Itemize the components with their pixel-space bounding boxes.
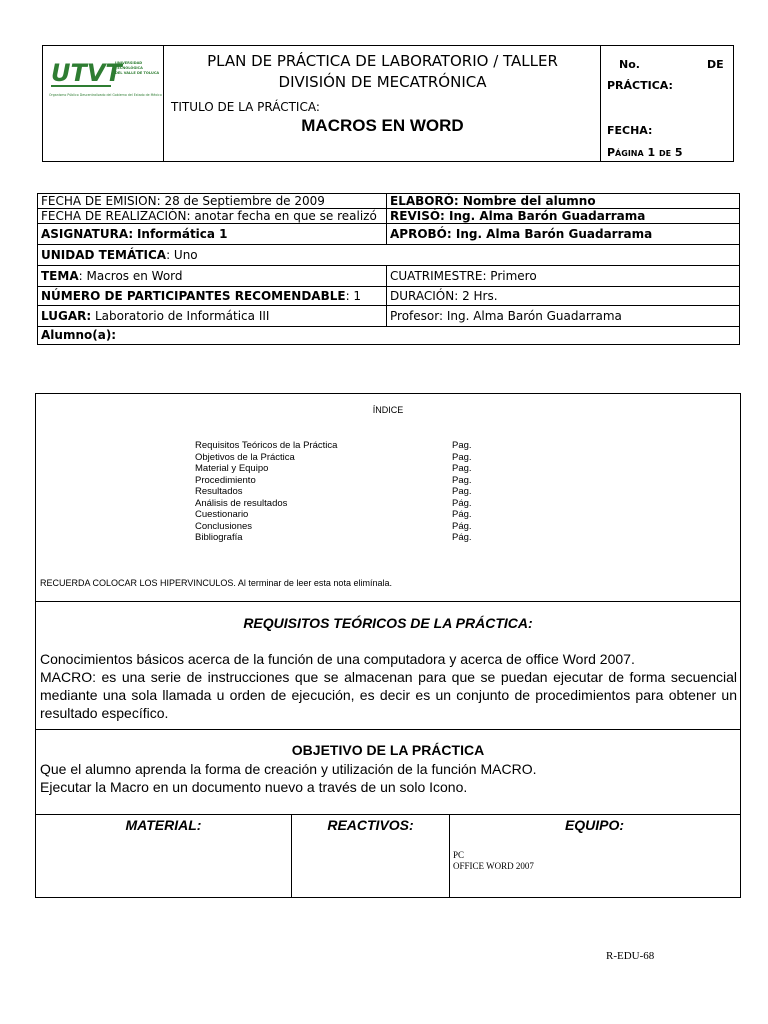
objetivo-body	[40, 760, 737, 796]
index-item[interactable]: Cuestionario	[195, 509, 249, 520]
index-page: Pag.	[452, 440, 472, 451]
equipo-column	[450, 815, 739, 897]
material-column	[36, 815, 292, 897]
material-title: MATERIAL:	[125, 817, 202, 833]
asignatura-value: Informática 1	[136, 227, 228, 241]
table-row	[38, 224, 740, 245]
table-row	[38, 327, 740, 345]
alumno: Alumno(a):	[38, 327, 740, 345]
content-box	[35, 393, 741, 898]
tema-value: : Macros en Word	[78, 269, 183, 283]
de-label: DE	[707, 58, 724, 71]
index-page: Pag.	[452, 474, 472, 486]
requisitos-line: MACRO: es una serie de instrucciones que se almacenan para que se puedan ejecutar de forma secuencial mediante una sola llamada u orden de ejecución, es decir es un conjunto de procedimientos para obtener un resultado específico.	[40, 669, 737, 721]
equipo-item: OFFICE WORD 2007	[453, 861, 534, 871]
requisitos-line: Conocimientos básicos acerca de la función de una computadora y acerca de office Word 2007.	[40, 651, 635, 667]
index-item[interactable]: Resultados	[195, 486, 243, 497]
index-page: Pág.	[452, 532, 472, 543]
practice-title: MACROS EN WORD	[301, 116, 464, 135]
practica-label: PRÁCTICA:	[607, 79, 673, 92]
reactivos-title: REACTIVOS:	[327, 817, 414, 833]
unidad-cell	[38, 245, 740, 266]
reactivos-column	[292, 815, 450, 897]
table-row	[38, 266, 740, 287]
fecha-emision: FECHA DE EMISION: 28 de Septiembre de 2009	[38, 194, 387, 209]
page-number: Página 1 de 5	[607, 146, 683, 159]
index-page: Pag.	[452, 451, 472, 463]
index-page: Pag.	[452, 486, 472, 497]
participantes-cell	[38, 287, 387, 306]
elaboro: ELABORÓ: Nombre del alumno	[387, 194, 740, 209]
fecha-label: FECHA:	[607, 124, 653, 137]
logo-sub-line: TECNOLÓGICA	[115, 66, 143, 70]
index-title: ÍNDICE	[372, 405, 404, 415]
header-title-line1: PLAN DE PRÁCTICA DE LABORATORIO / TALLER	[207, 52, 558, 70]
header-meta-cell	[601, 46, 732, 161]
tema-label: TEMA	[41, 269, 79, 283]
lugar-label: LUGAR:	[41, 309, 92, 323]
index-item[interactable]: Análisis de resultados	[195, 497, 288, 509]
logo-sub-line: DEL VALLE DE TOLUCA	[115, 71, 160, 75]
participantes-value: : 1	[345, 289, 362, 303]
unidad-label: UNIDAD TEMÁTICA	[41, 248, 167, 262]
reviso: REVISÓ: Ing. Alma Barón Guadarrama	[387, 209, 740, 224]
practice-title-label: TITULO DE LA PRÁCTICA:	[171, 100, 320, 114]
participantes-label: NÚMERO DE PARTICIPANTES RECOMENDABLE	[41, 289, 346, 303]
no-label: No.	[619, 58, 640, 71]
index-item[interactable]: Procedimiento	[195, 474, 256, 486]
section-divider	[36, 601, 740, 602]
svg-text:UTVT: UTVT	[51, 59, 122, 87]
document-header	[42, 45, 734, 162]
index-item[interactable]: Conclusiones	[195, 520, 253, 532]
lugar-cell	[38, 306, 387, 327]
requisitos-body	[40, 650, 737, 722]
duracion: DURACIÓN: 2 Hrs.	[387, 287, 740, 306]
unidad-value: : Uno	[166, 248, 198, 262]
index-page: Pág.	[452, 509, 472, 520]
objetivo-line: Ejecutar la Macro en un documento nuevo a través de un solo Icono.	[40, 779, 468, 795]
profesor: Profesor: Ing. Alma Barón Guadarrama	[387, 306, 740, 327]
index-page: Pág.	[452, 497, 472, 509]
header-title-cell	[164, 46, 601, 161]
objetivo-line: Que el alumno aprenda la forma de creación y utilización de la función MACRO.	[40, 761, 537, 777]
section-divider	[36, 729, 740, 730]
index-item[interactable]: Bibliografía	[195, 532, 243, 543]
requisitos-title: REQUISITOS TEÓRICOS DE LA PRÁCTICA:	[243, 615, 533, 631]
info-table	[37, 193, 740, 345]
equipo-item: PC	[453, 850, 465, 860]
index-item[interactable]: Material y Equipo	[195, 463, 269, 474]
aprobo: APROBÓ: Ing. Alma Barón Guadarrama	[387, 224, 740, 245]
header-title-line2: DIVISIÓN DE MECATRÓNICA	[278, 73, 487, 91]
table-row	[38, 245, 740, 266]
asignatura-label: ASIGNATURA:	[41, 227, 134, 241]
objetivo-title: OBJETIVO DE LA PRÁCTICA	[291, 742, 485, 758]
table-row	[38, 287, 740, 306]
materials-row	[36, 815, 740, 897]
logo-tagline: Organismo Público Descentralizado del Gobierno del Estado de México	[49, 93, 162, 97]
logo-cell	[43, 46, 164, 161]
index-item[interactable]: Requisitos Teóricos de la Práctica	[195, 440, 338, 451]
table-row	[38, 194, 740, 209]
table-row	[38, 209, 740, 224]
asignatura-cell	[38, 224, 387, 245]
lugar-value: Laboratorio de Informática III	[94, 309, 270, 323]
document-code: R-EDU-68	[606, 950, 655, 962]
index-page: Pag.	[452, 463, 472, 474]
index-item[interactable]: Objetivos de la Práctica	[195, 451, 295, 463]
hyperlink-note: RECUERDA COLOCAR LOS HIPERVINCULOS. Al terminar de leer esta nota elimínala.	[40, 578, 392, 588]
fecha-realizacion: FECHA DE REALIZACIÓN: anotar fecha en que se realizó	[38, 209, 387, 224]
logo-sub-line: UNIVERSIDAD	[115, 61, 143, 65]
equipo-title: EQUIPO:	[564, 817, 625, 833]
logo-subtitle	[115, 61, 159, 76]
tema-cell	[38, 266, 387, 287]
cuatrimestre: CUATRIMESTRE: Primero	[387, 266, 740, 287]
table-row	[38, 306, 740, 327]
index-page: Pág.	[452, 520, 472, 532]
